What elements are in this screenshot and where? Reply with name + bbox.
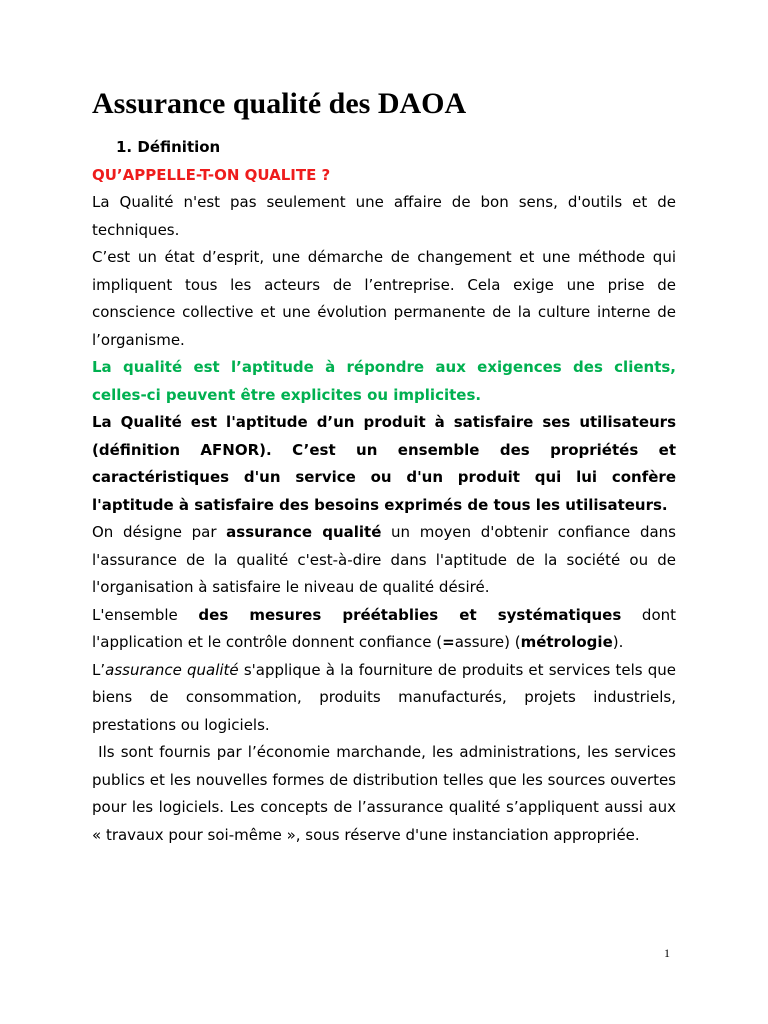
afnor-definition: La Qualité est l'aptitude d’un produit à satisfaire ses utilisateurs (définition AFNOR). C’est un ensemble des propriétés et caractéristiques d'un service ou d'un produit qui lui confère l'aptitude à satisfaire des besoins exprimés de tous les utilisateurs.	[92, 413, 676, 514]
page-number: 1	[664, 946, 670, 960]
document-title: Assurance qualité des DAOA	[92, 87, 467, 120]
section-label: Définition	[137, 138, 221, 156]
bold-term: assurance qualité	[226, 523, 382, 541]
paragraph-fournis: Ils sont fournis par l’économie marchande, les administrations, les services publics et les nouvelles formes de distribution telles que les sources ouvertes pour les logiciels. Les concepts de l’assurance qualité s’appliquent aussi aux « travaux pour soi-même », sous réserve d'une instanciation appropriée.	[92, 743, 681, 844]
text-run: On désigne par	[92, 523, 227, 541]
text-run: L'ensemble	[92, 605, 199, 624]
text-run: L’	[92, 660, 106, 679]
section-number: 1.	[116, 138, 133, 156]
bold-equals: =	[442, 633, 455, 651]
paragraph-application	[92, 657, 676, 740]
italic-term: assurance qualité	[105, 660, 239, 679]
paragraph-assurance	[92, 519, 676, 602]
paragraph-mesures	[92, 602, 676, 657]
document-page	[92, 86, 681, 849]
bold-term: métrologie	[520, 633, 613, 651]
green-definition: La qualité est l’aptitude à répondre aux exigences des clients, celles-ci peuvent être explicites ou implicites.	[92, 358, 676, 404]
text-run: s'applique à la fourniture de produits et services tels que biens de consommation, produits manufacturés, projets industriels, prestations ou logiciels.	[92, 660, 676, 734]
paragraph-2: C’est un état d’esprit, une démarche de changement et une méthode qui impliquent tous les acteurs de l’entreprise. Cela exige une prise de conscience collective et une évolution permanente de la culture interne de l’organisme.	[92, 248, 676, 349]
bold-term: des mesures préétablies et systématiques	[198, 605, 622, 624]
section-heading	[116, 134, 676, 162]
text-run: un moyen d'obtenir confiance dans l'assurance de la qualité c'est-à-dire dans l'aptitude de la société ou de l'organisation à satisfaire le niveau de qualité désiré.	[92, 523, 676, 596]
red-subheading: QU’APPELLE-T-ON QUALITE ?	[92, 165, 331, 184]
text-run: assure) (	[454, 633, 521, 651]
text-run: dont l'application et le contrôle donnent confiance (	[92, 605, 677, 651]
text-run: ).	[612, 633, 624, 651]
paragraph-1: La Qualité n'est pas seulement une affaire de bon sens, d'outils et de techniques.	[92, 193, 676, 239]
